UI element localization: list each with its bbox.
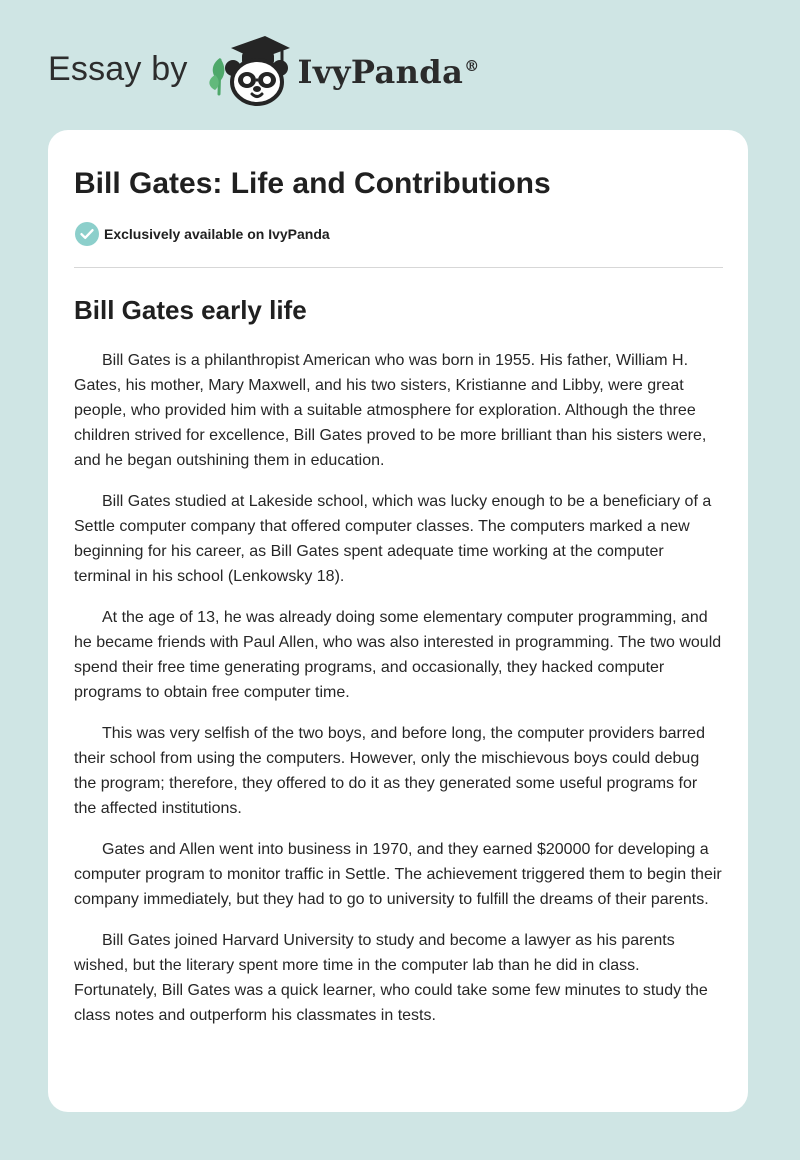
title-divider: [74, 267, 723, 268]
ivypanda-wordmark: [297, 53, 480, 91]
essay-paragraph-4: This was very selfish of the two boys, and before long, the computer providers barred their school from using the computers. However, only the mischievous boys could debug the program; therefore, they offered to do it as they generated some useful programs for the affected institutions.: [74, 725, 705, 817]
essay-by-label: Essay by: [48, 50, 188, 88]
brand-name: IvyPanda: [297, 53, 464, 91]
essay-title: Bill Gates: Life and Contributions: [74, 167, 551, 200]
availability-note: [74, 221, 722, 247]
essay-paragraph-6: Bill Gates joined Harvard University to study and become a lawyer as his parents wished, but the literary spent more time in the computer lab than he did in class. Fortunately, Bill Gates was a quick learner, who could take some few minutes to study the class notes and outperform his classmates in tests.: [74, 932, 708, 1024]
brand-header: [48, 28, 480, 112]
essay-card: [48, 130, 748, 1112]
essay-content: [48, 130, 748, 1028]
check-circle-icon: [74, 221, 100, 247]
essay-paragraph-5: Gates and Allen went into business in 1970, and they earned $20000 for developing a computer program to monitor traffic in Settle. The achievement triggered them to begin their company immediately, but they had to go to university to fulfill the dreams of their parents.: [74, 841, 722, 908]
availability-text: Exclusively available on IvyPanda: [104, 226, 330, 242]
registered-mark: ®: [464, 57, 480, 76]
panda-graduation-cap-logo: [206, 30, 294, 110]
essay-paragraph-2: Bill Gates studied at Lakeside school, which was lucky enough to be a beneficiary of a Settle computer company that offered computer classes. The computers marked a new beginning for his career, as Bill Gates spent adequate time working at the computer terminal in his school (Lenkowsky 18).: [74, 493, 712, 585]
section-heading: Bill Gates early life: [74, 295, 307, 325]
essay-paragraph-1: Bill Gates is a philanthropist American who was born in 1955. His father, William H. Gates, his mother, Mary Maxwell, and his two sisters, Kristianne and Libby, were great people, who provided him with a suitable atmosphere for exploration. Although the three children strived for excellence, Bill Gates proved to be more brilliant than his sisters were, and he began outshining them in education.: [74, 352, 707, 469]
essay-paragraph-3: At the age of 13, he was already doing some elementary computer programming, and he became friends with Paul Allen, who was also interested in programming. The two would spend their free time generating programs, and occasionally, they hacked computer programs to obtain free computer time.: [74, 609, 722, 701]
